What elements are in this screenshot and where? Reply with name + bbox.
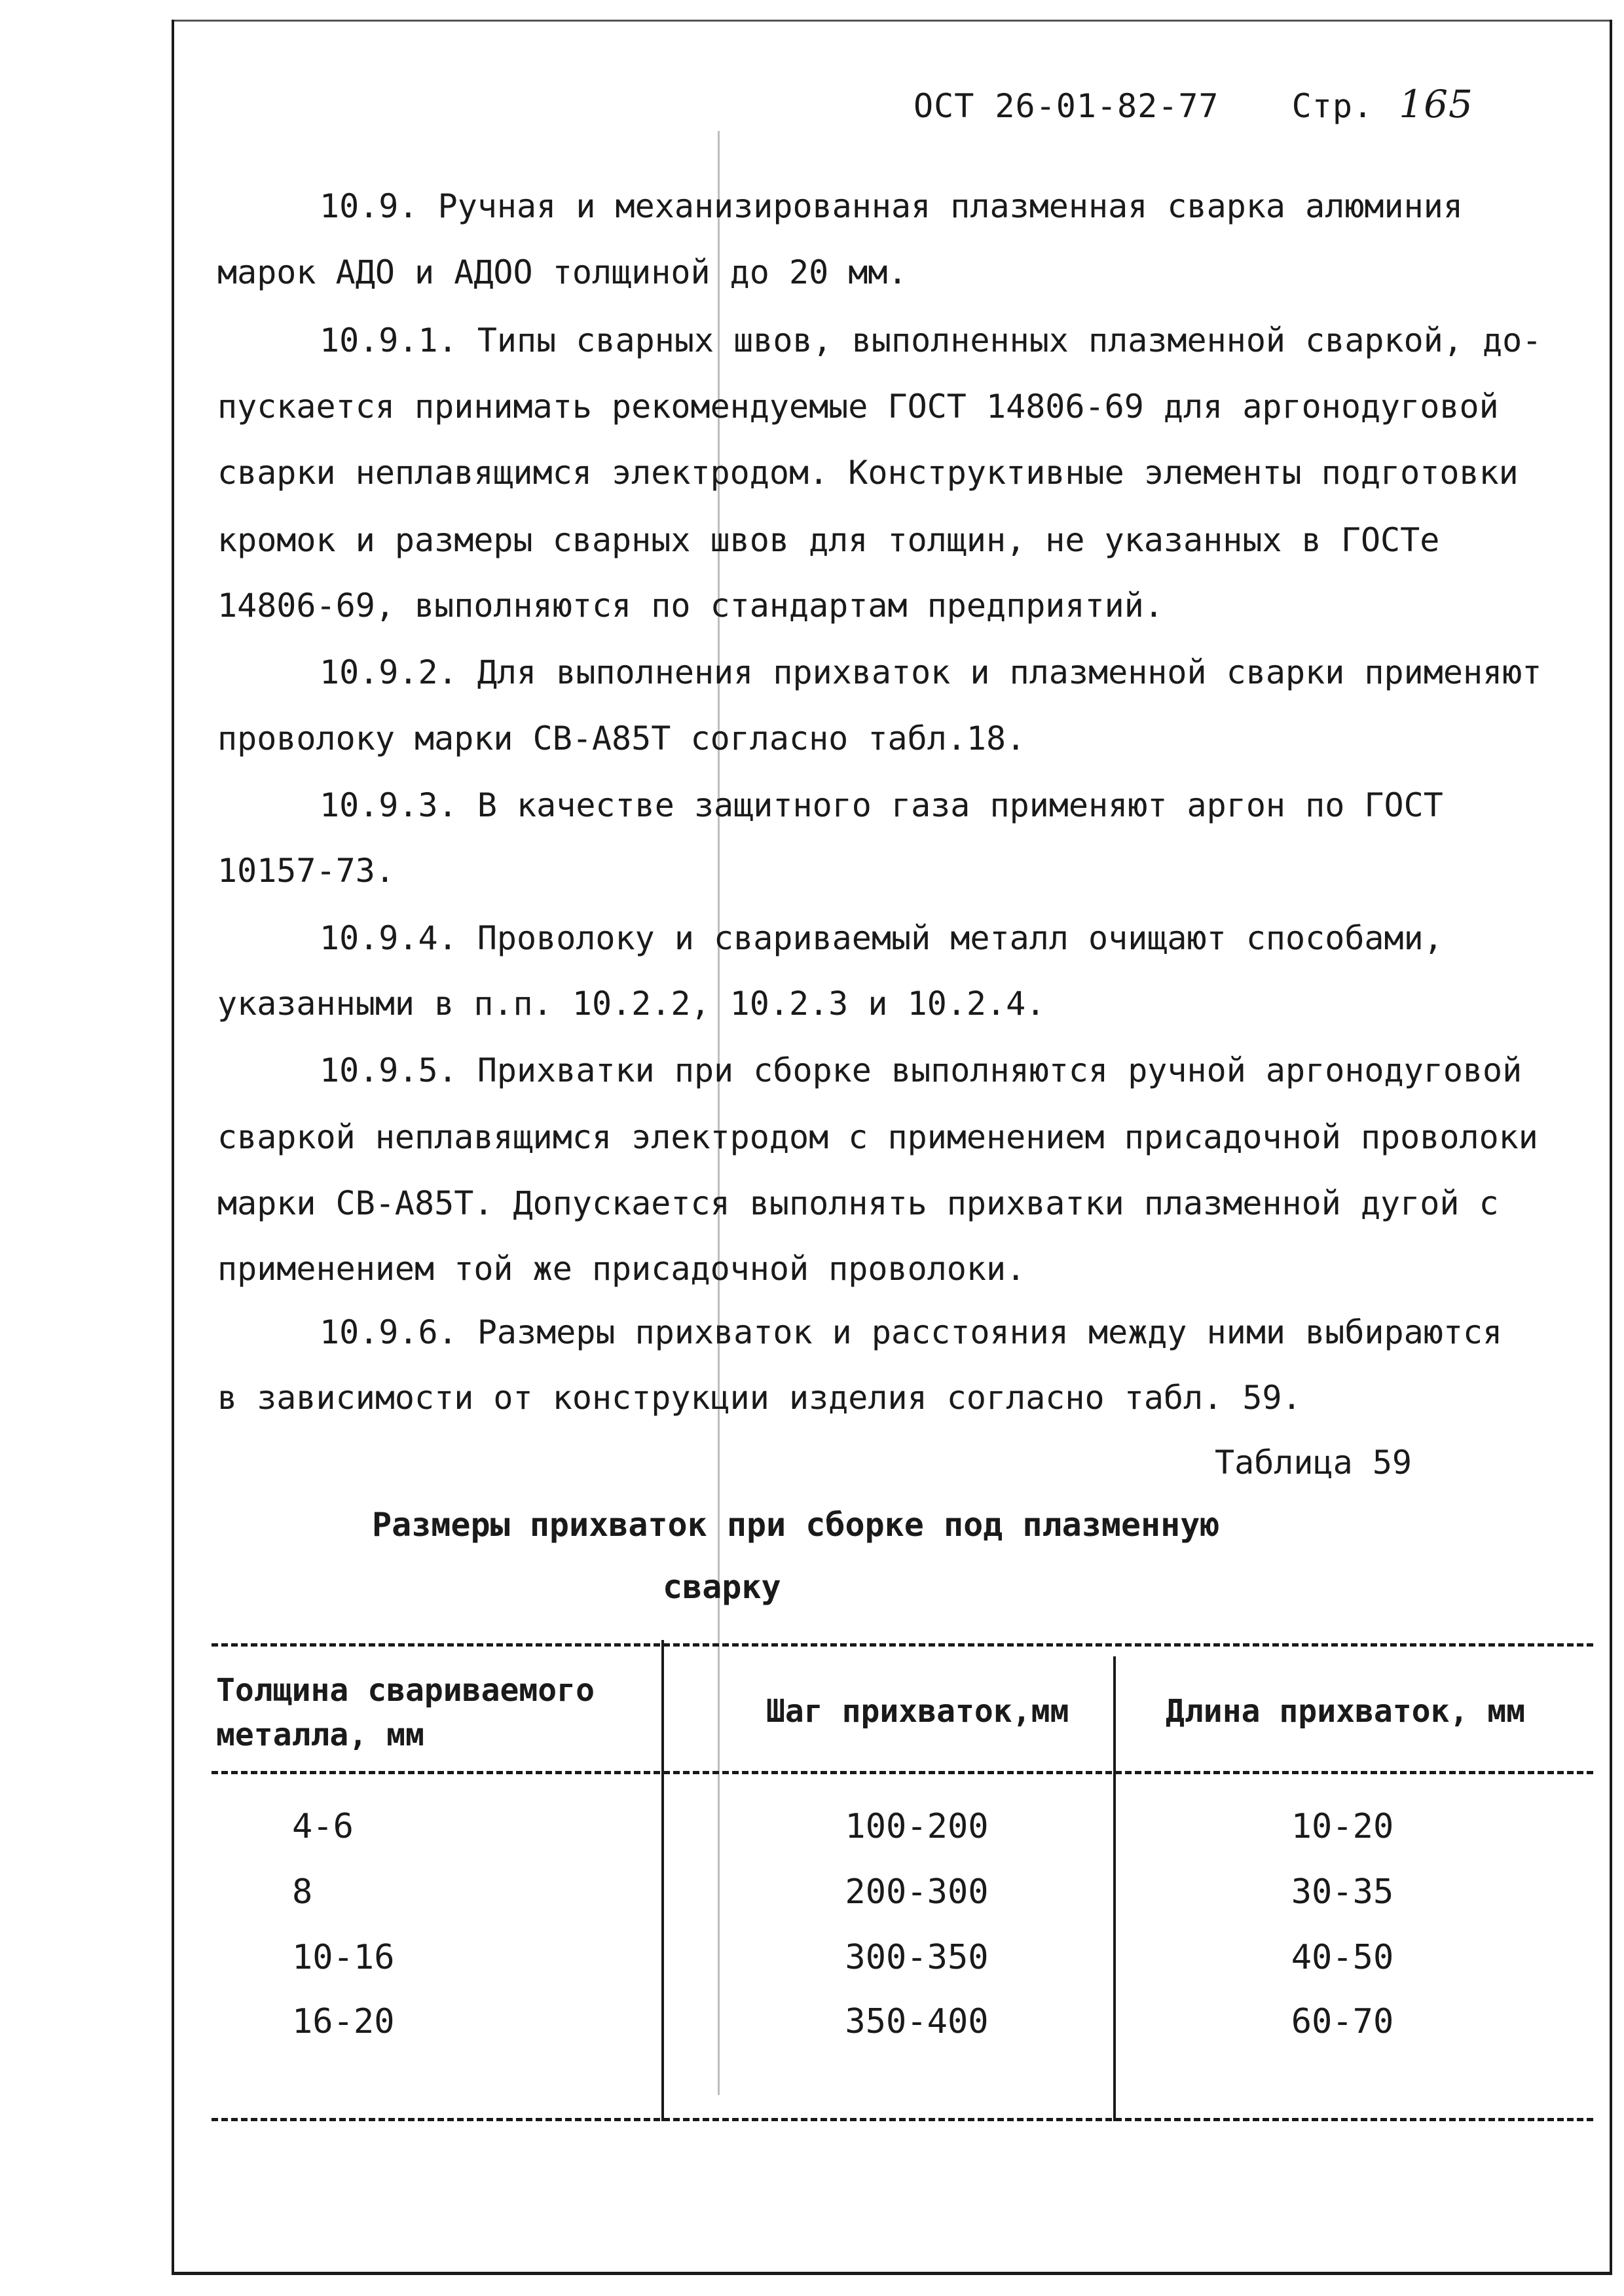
table-top-rule bbox=[212, 1643, 1593, 1647]
paragraph-line: 10.9.3. В качестве защитного газа применяют аргон по ГОСТ bbox=[320, 786, 1443, 824]
table-cell-pitch: 100-200 bbox=[845, 1807, 989, 1846]
table-bottom-rule bbox=[212, 2118, 1593, 2121]
paragraph-line: 10157-73. bbox=[217, 852, 395, 890]
table-cell-pitch: 300-350 bbox=[845, 1938, 989, 1977]
table-cell-length: 40-50 bbox=[1291, 1938, 1394, 1977]
table-cell-thickness: 16-20 bbox=[292, 2002, 395, 2041]
standard-number: ОСТ 26-01-82-77 bbox=[913, 87, 1219, 125]
paragraph-line: 10.9.1. Типы сварных швов, выполненных плазменной сваркой, до- bbox=[320, 321, 1542, 359]
table-header-thickness: Толщина свариваемого металла, мм bbox=[216, 1672, 595, 1753]
page-header bbox=[913, 82, 1473, 126]
table-column-divider bbox=[1113, 1656, 1116, 2121]
paragraph-line: применением той же присадочной проволоки. bbox=[217, 1250, 1026, 1288]
table-cell-length: 60-70 bbox=[1291, 2002, 1394, 2041]
paragraph-line: марок АДО и АДОО толщиной до 20 мм. bbox=[217, 253, 908, 291]
page-number: 165 bbox=[1399, 82, 1473, 126]
table-cell-thickness: 10-16 bbox=[292, 1938, 395, 1977]
paragraph-line: проволоку марки СВ-А85Т согласно табл.18. bbox=[217, 720, 1026, 757]
table-cell-thickness: 8 bbox=[292, 1872, 313, 1912]
table-header-length: Длина прихваток, мм bbox=[1166, 1693, 1526, 1730]
paragraph-line: в зависимости от конструкции изделия согласно табл. 59. bbox=[217, 1379, 1302, 1417]
table-header-pitch: Шаг прихваток,мм bbox=[766, 1693, 1069, 1730]
table-header-rule bbox=[212, 1771, 1593, 1774]
table-title: Размеры прихваток при сборке под плазменную bbox=[372, 1506, 1220, 1544]
page-label: Стр. bbox=[1291, 87, 1374, 125]
table-column-divider bbox=[661, 1640, 664, 2121]
table-cell-length: 10-20 bbox=[1291, 1807, 1394, 1846]
paragraph-line: 10.9.4. Проволоку и свариваемый металл очищают способами, bbox=[320, 919, 1443, 957]
paragraph-line: указанными в п.п. 10.2.2, 10.2.3 и 10.2.4. bbox=[217, 985, 1046, 1023]
table-cell-length: 30-35 bbox=[1291, 1872, 1394, 1912]
paragraph-line: сварки неплавящимся электродом. Конструктивные элементы подготовки bbox=[217, 454, 1519, 492]
table-cell-thickness: 4-6 bbox=[292, 1807, 354, 1846]
table-cell-pitch: 200-300 bbox=[845, 1872, 989, 1912]
paragraph-line: 10.9.2. Для выполнения прихваток и плазменной сварки применяют bbox=[320, 653, 1542, 691]
section-heading: 10.9. Ручная и механизированная плазменная сварка алюминия bbox=[320, 187, 1463, 225]
paragraph-line: кромок и размеры сварных швов для толщин, не указанных в ГОСТе bbox=[217, 521, 1440, 559]
paragraph-line: 10.9.5. Прихватки при сборке выполняются ручной аргонодуговой bbox=[320, 1051, 1522, 1089]
table-cell-pitch: 350-400 bbox=[845, 2002, 989, 2041]
paragraph-line: 14806-69, выполняются по стандартам предприятий. bbox=[217, 587, 1164, 625]
paragraph-line: сваркой неплавящимся электродом с применением присадочной проволоки bbox=[217, 1118, 1538, 1156]
paragraph-line: 10.9.6. Размеры прихваток и расстояния между ними выбираются bbox=[320, 1313, 1503, 1351]
table-title-continued: сварку bbox=[663, 1568, 781, 1606]
paragraph-line: пускается принимать рекомендуемые ГОСТ 14806-69 для аргонодуговой bbox=[217, 388, 1499, 426]
paragraph-line: марки СВ-А85Т. Допускается выполнять прихватки плазменной дугой с bbox=[217, 1184, 1499, 1222]
table-caption: Таблица 59 bbox=[1215, 1444, 1412, 1482]
